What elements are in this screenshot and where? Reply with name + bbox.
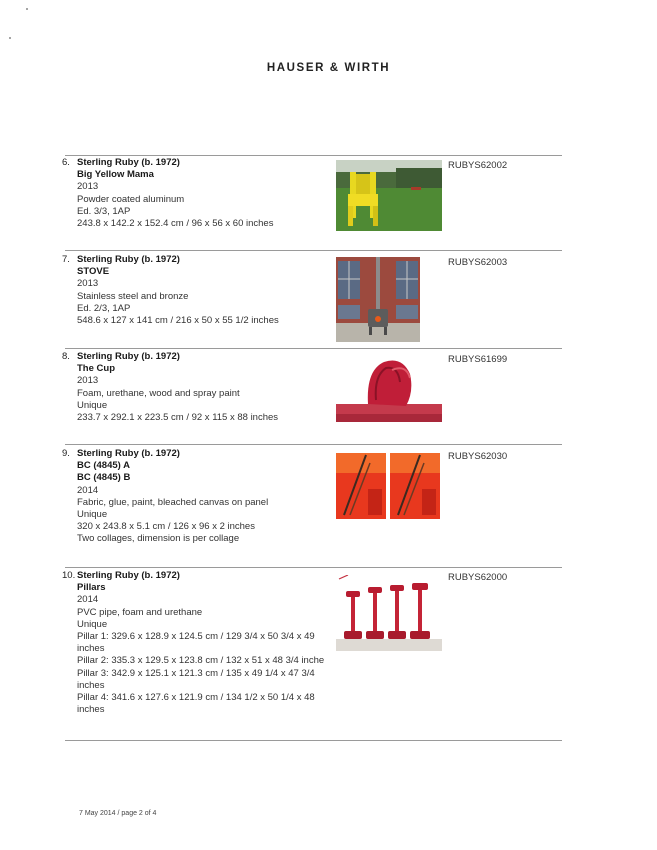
entry-number: 6. [62, 157, 70, 168]
artist-name: Sterling Ruby (b. 1972) [77, 351, 180, 362]
artwork-image-pillars [336, 575, 442, 651]
entry-details [77, 254, 332, 327]
artwork-title: BC (4845) A [77, 460, 130, 472]
artwork-edition: Ed. 3/3, 1AP [77, 205, 131, 217]
entry-details [77, 157, 332, 230]
inventory-code: RUBYS62003 [448, 257, 508, 268]
artwork-medium: PVC pipe, foam and urethane [77, 606, 203, 618]
divider [65, 155, 562, 156]
inventory-code: RUBYS62030 [448, 451, 508, 462]
entry-number: 8. [62, 351, 70, 362]
artwork-image-yellow-chair [336, 160, 442, 231]
entry-number: 10. [62, 570, 76, 581]
artwork-year: 2014 [77, 594, 99, 606]
artwork-edition: Unique [77, 509, 108, 521]
artwork-medium: Fabric, glue, paint, bleached canvas on panel [77, 496, 269, 508]
entry-details [77, 351, 332, 424]
artwork-edition: Unique [77, 618, 108, 630]
artwork-edition: Unique [77, 399, 108, 411]
pillar-2-dimensions: Pillar 2: 335.3 x 129.5 x 123.8 cm / 132 x 51 x 48 3/4 inche [77, 655, 325, 667]
artwork-dimensions: 233.7 x 292.1 x 223.5 cm / 92 x 115 x 88 inches [77, 412, 279, 424]
artwork-image-cup [336, 356, 442, 424]
artwork-medium: Foam, urethane, wood and spray paint [77, 387, 240, 399]
artwork-medium: Stainless steel and bronze [77, 290, 189, 302]
artwork-title-secondary: BC (4845) B [77, 472, 131, 484]
artwork-title: Big Yellow Mama [77, 169, 154, 181]
entry-details [77, 448, 332, 546]
artwork-year: 2014 [77, 484, 99, 496]
artwork-dimensions: 548.6 x 127 x 141 cm / 216 x 50 x 55 1/2 inches [77, 315, 279, 327]
artwork-title: Pillars [77, 582, 106, 594]
artist-name: Sterling Ruby (b. 1972) [77, 448, 180, 459]
artwork-dimensions: 320 x 243.8 x 5.1 cm / 126 x 96 x 2 inches [77, 521, 255, 533]
artwork-medium: Powder coated aluminum [77, 193, 185, 205]
divider [65, 444, 562, 445]
artwork-title: The Cup [77, 363, 115, 375]
inventory-code: RUBYS61699 [448, 354, 508, 365]
divider [65, 740, 562, 741]
pillar-3-dimensions: Pillar 3: 342.9 x 125.1 x 121.3 cm / 135 x 49 1/4 x 47 3/4 inches [77, 667, 315, 691]
inventory-code: RUBYS62000 [448, 572, 508, 583]
artwork-image-stove [336, 257, 420, 342]
artist-name: Sterling Ruby (b. 1972) [77, 570, 180, 581]
inventory-code: RUBYS62002 [448, 160, 508, 171]
pillar-4-dimensions: Pillar 4: 341.6 x 127.6 x 121.9 cm / 134 1/2 x 50 1/4 x 48 inches [77, 692, 315, 716]
artwork-year: 2013 [77, 181, 99, 193]
artwork-dimensions-note: Two collages, dimension is per collage [77, 533, 240, 545]
pillar-1-dimensions: Pillar 1: 329.6 x 128.9 x 124.5 cm / 129 3/4 x 50 3/4 x 49 inches [77, 631, 315, 655]
artwork-dimensions: 243.8 x 142.2 x 152.4 cm / 96 x 56 x 60 inches [77, 218, 274, 230]
scan-speck [9, 37, 11, 39]
gallery-logo: HAUSER & WIRTH [266, 62, 391, 74]
divider [65, 348, 562, 349]
page-footer: 7 May 2014 / page 2 of 4 [79, 810, 157, 817]
divider [65, 250, 562, 251]
artwork-year: 2013 [77, 375, 99, 387]
artist-name: Sterling Ruby (b. 1972) [77, 157, 180, 168]
entry-number: 7. [62, 254, 70, 265]
artist-name: Sterling Ruby (b. 1972) [77, 254, 180, 265]
artwork-edition: Ed. 2/3, 1AP [77, 302, 131, 314]
entry-number: 9. [62, 448, 70, 459]
entry-details [77, 570, 332, 716]
artwork-image-collages [336, 453, 440, 519]
divider [65, 567, 562, 568]
scan-speck [26, 8, 28, 10]
artwork-year: 2013 [77, 278, 99, 290]
artwork-title: STOVE [77, 266, 110, 278]
